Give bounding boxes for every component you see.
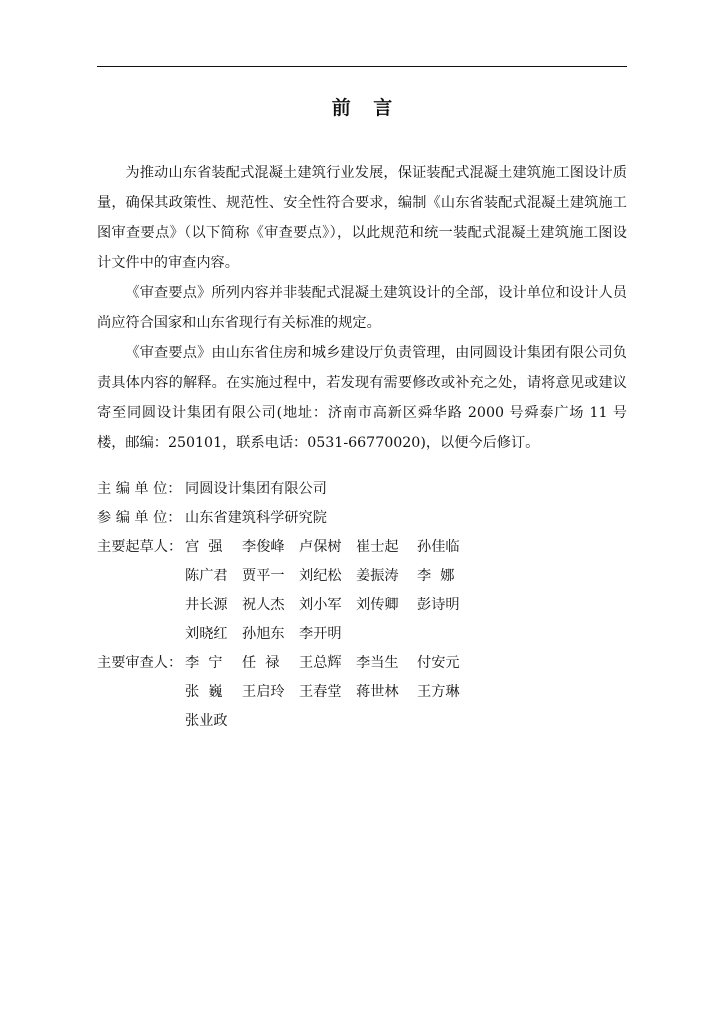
preface-body [97, 158, 627, 458]
drafter-name: 崔士起 [356, 539, 399, 555]
drafter-name: 祝人杰 [242, 597, 285, 613]
credits-section [97, 475, 627, 736]
drafter-name: 李开明 [299, 626, 342, 642]
reviewer-name: 张业政 [185, 713, 228, 729]
drafter-name: 陈广君 [185, 568, 228, 584]
reviewer-name: 蒋世林 [356, 684, 399, 700]
drafters-label: 主要起草人： [97, 539, 183, 555]
preface-paragraph: 《审查要点》由山东省住房和城乡建设厅负责管理，由同圆设计集团有限公司负责具体内容的解释。在实施过程中，若发现有需要修改或补充之处，请将意见或建议寄至同圆设计集团有限公司(地址：济南市高新区舜华路 2000 号舜泰广场 11 号楼，邮编：250101，联系电话：0531-66770020)，以便今后修订。 [97, 345, 627, 451]
participating-unit-label: 参 编 单 位： [97, 510, 182, 526]
drafter-name: 孙佳临 [417, 539, 460, 555]
reviewers-list [185, 649, 477, 736]
drafter-name: 卢保树 [299, 539, 342, 555]
reviewer-name: 张 巍 [185, 684, 223, 700]
reviewers-label: 主要审查人： [97, 655, 183, 671]
reviewers-row [97, 649, 627, 736]
chief-editor-unit-value: 同圆设计集团有限公司 [185, 481, 327, 497]
header-rule [97, 66, 627, 67]
drafter-name: 贾平一 [242, 568, 285, 584]
chief-editor-unit-label: 主 编 单 位： [97, 481, 182, 497]
drafter-name: 井长源 [185, 597, 228, 613]
participating-unit-row [97, 504, 627, 533]
participating-unit-value: 山东省建筑科学研究院 [185, 510, 327, 526]
drafter-name: 刘传卿 [356, 597, 399, 613]
page-title: 前 言 [331, 97, 401, 119]
drafter-name: 姜振涛 [356, 568, 399, 584]
reviewer-name: 王总辉 [299, 655, 342, 671]
preface-paragraph: 为推动山东省装配式混凝土建筑行业发展，保证装配式混凝土建筑施工图设计质量，确保其政策性、规范性、安全性符合要求，编制《山东省装配式混凝土建筑施工图审查要点》（以下简称《审查要点》），以此规范和统一装配式混凝土建筑施工图设计文件中的审查内容。 [97, 165, 627, 271]
reviewer-name: 任 禄 [242, 655, 280, 671]
drafter-name: 彭诗明 [417, 597, 460, 613]
drafters-row [97, 533, 627, 649]
drafter-name: 李 娜 [417, 568, 455, 584]
reviewer-name: 王方琳 [417, 684, 460, 700]
drafter-name: 孙旭东 [242, 626, 285, 642]
drafter-name: 刘小军 [299, 597, 342, 613]
drafter-name: 刘晓红 [185, 626, 228, 642]
reviewer-name: 王春堂 [299, 684, 342, 700]
drafter-name: 刘纪松 [299, 568, 342, 584]
drafters-list [185, 533, 477, 649]
drafter-name: 李俊峰 [242, 539, 285, 555]
chief-editor-unit-row [97, 475, 627, 504]
drafter-name: 宫 强 [185, 539, 223, 555]
preface-paragraph: 《审查要点》所列内容并非装配式混凝土建筑设计的全部，设计单位和设计人员尚应符合国家和山东省现行有关标准的规定。 [97, 285, 627, 331]
reviewer-name: 李 宁 [185, 655, 223, 671]
reviewer-name: 李当生 [356, 655, 399, 671]
reviewer-name: 付安元 [417, 655, 460, 671]
reviewer-name: 王启玲 [242, 684, 285, 700]
